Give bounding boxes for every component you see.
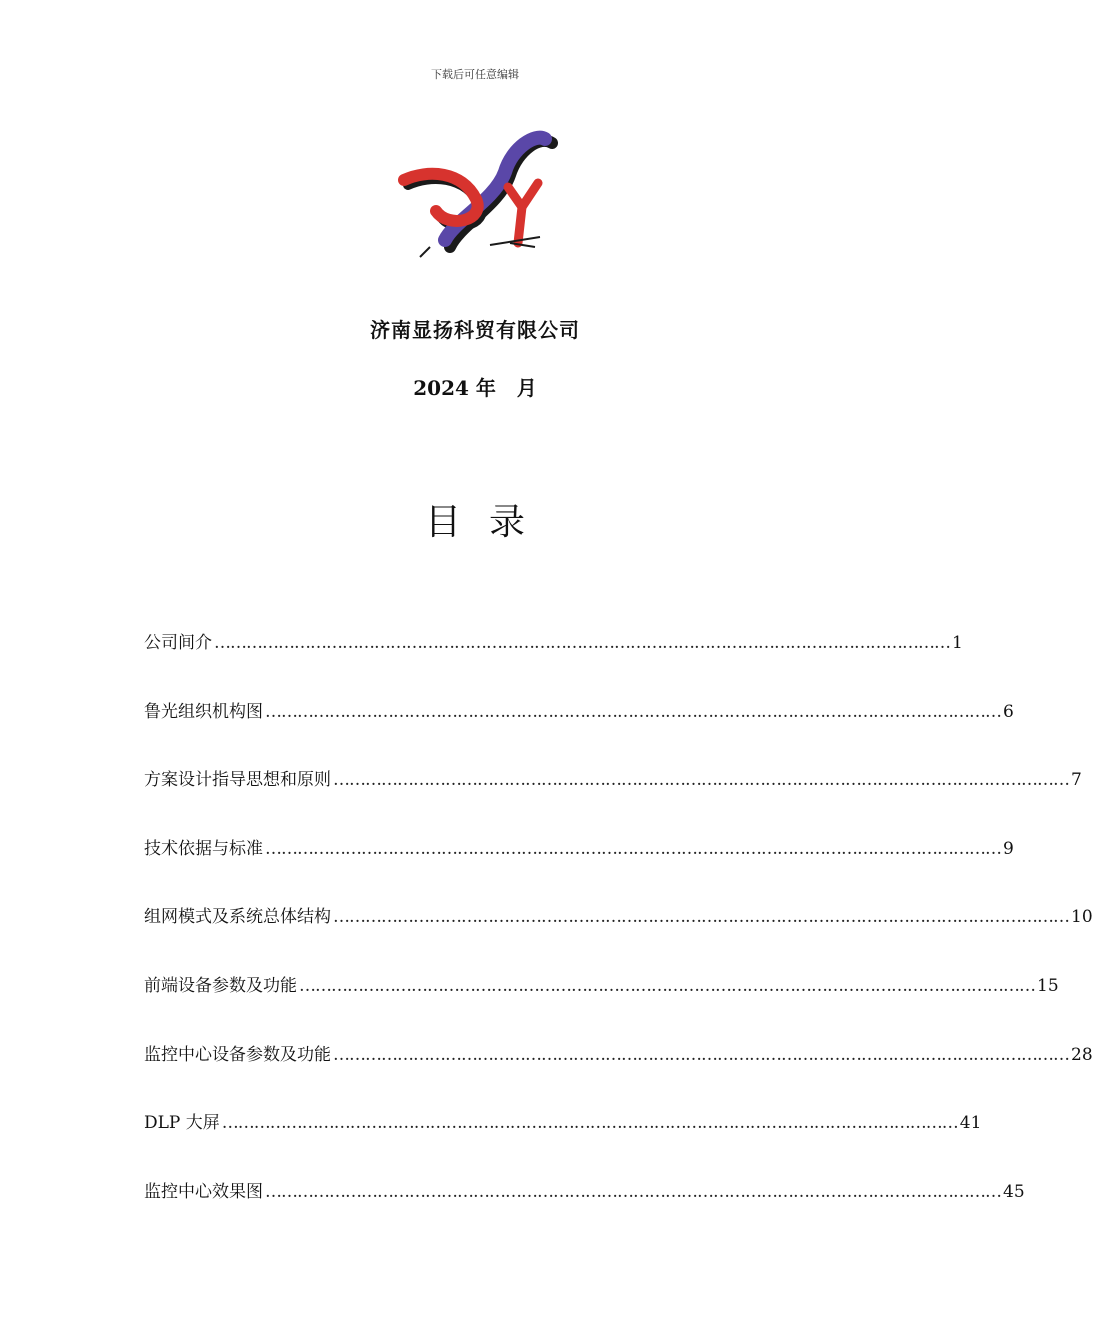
toc-entry-label: DLP 大屏 — [144, 1113, 220, 1134]
document-date: 2024 年 月 — [413, 376, 537, 400]
toc-entry[interactable] — [144, 834, 1014, 903]
table-of-contents — [144, 628, 1093, 1245]
toc-entry[interactable] — [144, 1108, 982, 1177]
company-name: 济南显扬科贸有限公司 — [370, 318, 580, 342]
toc-entry-page: 7 — [1071, 770, 1082, 791]
toc-leader-dots: ………………………………………………………………………………………………………………………… — [333, 770, 1069, 791]
toc-leader-dots: ………………………………………………………………………………………………………………………… — [265, 838, 1001, 859]
toc-entry[interactable] — [144, 902, 1093, 971]
toc-entry[interactable] — [144, 697, 1014, 766]
toc-entry-page: 45 — [1003, 1181, 1025, 1202]
toc-entry-page: 28 — [1071, 1044, 1093, 1065]
toc-entry-page: 6 — [1003, 701, 1014, 722]
toc-entry[interactable] — [144, 765, 1082, 834]
company-logo — [390, 125, 560, 265]
toc-entry-label: 鲁光组织机构图 — [144, 701, 263, 722]
toc-entry-page: 15 — [1037, 975, 1059, 996]
toc-entry-label: 监控中心效果图 — [144, 1181, 263, 1202]
toc-entry-page: 9 — [1003, 838, 1014, 859]
toc-entry-label: 前端设备参数及功能 — [144, 975, 297, 996]
toc-entry[interactable] — [144, 628, 963, 697]
toc-leader-dots: ………………………………………………………………………………………………………………………… — [265, 701, 1001, 722]
toc-entry-label: 公司间介 — [144, 633, 212, 653]
toc-entry[interactable] — [144, 1040, 1093, 1109]
header-note: 下载后可任意编辑 — [431, 68, 519, 81]
toc-leader-dots: ………………………………………………………………………………………………………………………… — [221, 1113, 958, 1134]
toc-leader-dots: ………………………………………………………………………………………………………………………… — [265, 1181, 1001, 1202]
toc-entry-label: 监控中心设备参数及功能 — [144, 1044, 331, 1065]
toc-entry-page: 41 — [959, 1113, 982, 1134]
toc-entry-page: 1 — [952, 633, 963, 653]
toc-leader-dots: ………………………………………………………………………………………………………………………… — [333, 907, 1069, 928]
toc-entry-label: 技术依据与标准 — [144, 838, 263, 859]
toc-title: 目录 — [424, 502, 553, 543]
toc-leader-dots: ………………………………………………………………………………………………………………………… — [299, 975, 1035, 996]
toc-entry[interactable] — [144, 1177, 1025, 1246]
toc-entry[interactable] — [144, 971, 1059, 1040]
toc-leader-dots: ………………………………………………………………………………………………………………………… — [214, 633, 950, 653]
toc-entry-page: 10 — [1071, 907, 1093, 928]
toc-entry-label: 方案设计指导思想和原则 — [144, 770, 331, 791]
toc-entry-label: 组网模式及系统总体结构 — [144, 907, 331, 928]
toc-leader-dots: ………………………………………………………………………………………………………………………… — [333, 1044, 1069, 1065]
